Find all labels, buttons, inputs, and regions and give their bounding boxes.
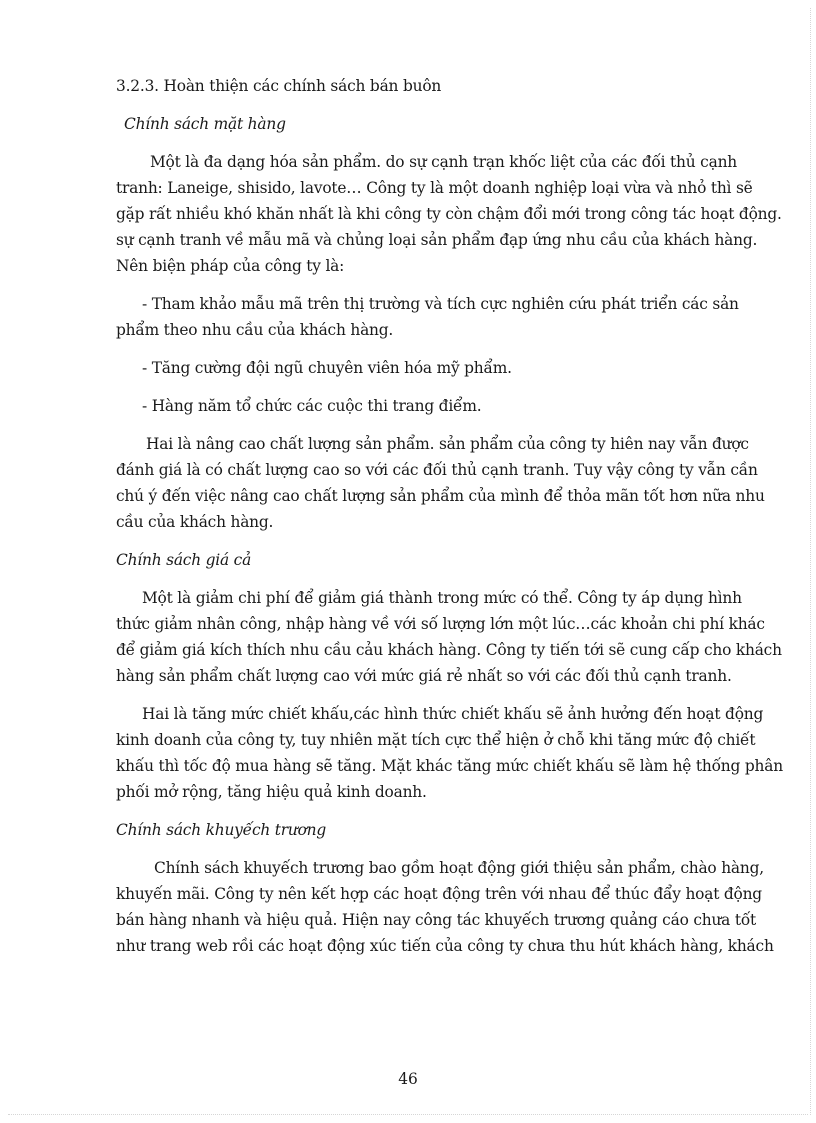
text-line: phối mở rộng, tăng hiệu quả kinh doanh. — [116, 783, 427, 801]
page-body — [116, 73, 783, 959]
paragraph-product-diversification — [116, 149, 782, 279]
text-line: Một là giảm chi phí để giảm giá thành trong mức có thể. Công ty áp dụng hình — [142, 589, 742, 607]
text-line: gặp rất nhiều khó khăn nhất là khi công ty còn chậm đổi mới trong công tác hoạt động. — [116, 205, 782, 223]
text-line: khuyến mãi. Công ty nên kết hợp các hoạt động trên với nhau để thúc đẩy hoạt động — [116, 885, 762, 903]
paragraph-promotion — [116, 855, 774, 959]
text-line: thức giảm nhân công, nhập hàng về với số lượng lớn một lúc…các khoản chi phí khác — [116, 615, 765, 633]
text-line: như trang web rồi các hoạt động xúc tiến của công ty chưa thu hút khách hàng, khách — [116, 937, 774, 955]
bullet-item-staff — [116, 355, 737, 381]
text-line: tranh: Laneige, shisido, lavote… Công ty là một doanh nghiệp loại vừa và nhỏ thì sẽ — [116, 179, 753, 197]
subsection-title-promotion-policy: Chính sách khuyếch trương — [116, 821, 327, 839]
text-line: - Tăng cường đội ngũ chuyên viên hóa mỹ phẩm. — [142, 359, 512, 377]
text-line: kinh doanh của công ty, tuy nhiên mặt tích cực thể hiện ở chỗ khi tăng mức độ chiết — [116, 731, 756, 749]
text-line: - Tham khảo mẫu mã trên thị trường và tích cực nghiên cứu phát triển các sản — [142, 295, 739, 313]
text-line: đánh giá là có chất lượng cao so với các đối thủ cạnh tranh. Tuy vậy công ty vẫn cần — [116, 461, 758, 479]
text-line: phẩm theo nhu cầu của khách hàng. — [116, 321, 394, 339]
bullet-item-research — [116, 291, 737, 343]
paragraph-discount — [116, 701, 783, 805]
subsection-title-product-policy: Chính sách mặt hàng — [124, 115, 286, 133]
text-line: Hai là tăng mức chiết khấu,các hình thức chiết khấu sẽ ảnh hưởng đến hoạt động — [142, 705, 764, 723]
paragraph-quality — [116, 431, 765, 535]
page-border-bottom — [8, 1114, 808, 1115]
text-line: sự cạnh tranh về mẫu mã và chủng loại sản phẩm đạp ứng nhu cầu của khách hàng. — [116, 231, 758, 249]
text-line: khấu thì tốc độ mua hàng sẽ tăng. Mặt khác tăng mức chiết khấu sẽ làm hệ thống phân — [116, 757, 783, 775]
section-heading: 3.2.3. Hoàn thiện các chính sách bán buôn — [116, 77, 442, 95]
page-border-right — [810, 8, 811, 1115]
subsection-title-price-policy: Chính sách giá cả — [116, 551, 252, 569]
text-line: - Hàng năm tổ chức các cuộc thi trang điểm. — [142, 397, 482, 415]
text-line: Nên biện pháp của công ty là: — [116, 257, 345, 275]
text-line: hàng sản phẩm chất lượng cao với mức giá rẻ nhất so với các đối thủ cạnh tranh. — [116, 667, 732, 685]
text-line: để giảm giá kích thích nhu cầu cảu khách hàng. Công ty tiến tới sẽ cung cấp cho khách — [116, 641, 782, 659]
bullet-item-contest — [116, 393, 737, 419]
text-line: Một là đa dạng hóa sản phẩm. do sự cạnh trạn khốc liệt của các đối thủ cạnh — [150, 153, 737, 171]
text-line: cầu của khách hàng. — [116, 513, 274, 531]
text-line: Chính sách khuyếch trương bao gồm hoạt động giới thiệu sản phẩm, chào hàng, — [154, 859, 764, 877]
paragraph-cost-reduction — [116, 585, 782, 689]
text-line: chú ý đến việc nâng cao chất lượng sản phẩm của mình để thỏa mãn tốt hơn nữa nhu — [116, 487, 765, 505]
page-number: 46 — [398, 1070, 418, 1088]
text-line: Hai là nâng cao chất lượng sản phẩm. sản phẩm của công ty hiên nay vẫn được — [146, 435, 749, 453]
text-line: bán hàng nhanh và hiệu quả. Hiện nay công tác khuyếch trương quảng cáo chưa tốt — [116, 911, 757, 929]
